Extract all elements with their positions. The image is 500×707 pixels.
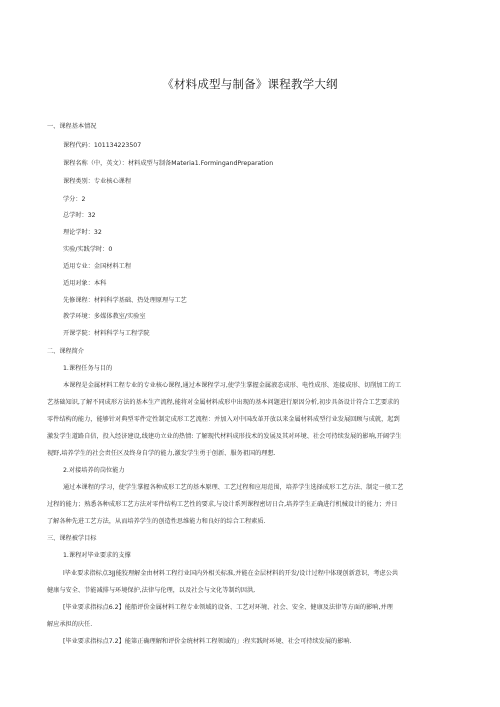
field-teaching-environment: 教学环境：多媒体教室/实验室 <box>63 313 146 320</box>
field-lab-hours: 实验/实践学时：0 <box>63 246 113 253</box>
section-heading-course-goals: 三、课程被学目标 <box>47 535 97 542</box>
field-target-audience: 适用对象：本科 <box>63 280 107 287</box>
field-total-hours: 总学时：32 <box>63 212 96 219</box>
field-college: 开课学院：材料科学与工程学院 <box>63 330 150 337</box>
subheading-graduation-support: 1.课程对毕业要求的支撑 <box>63 552 131 559</box>
paragraph-line: 本课程是金属材料工程专业的专业核心课程,通过本课程学习,使学生掌握金属液态成形、电性成形、连接成形、切削加工的工 <box>63 382 402 389</box>
paragraph-line: 艺基础知识,了解不同成形方法的基本生产流程,能将对金属材料成形中出现的基本问题进行原因分析,初步具备设计符合工艺要求的 <box>47 399 400 406</box>
paragraph-line: 过程的能力；熟悉各种成形工艺方法对零件结构工艺性的要求,与设计系列课程密切日合,培养学生正确进行机械设计的能力；并日 <box>47 501 398 508</box>
field-course-name: 课程名称（中，英文）：材料成型与制备Materia1.FormingandPreparation <box>63 160 274 167</box>
subheading-job-ability: 2.对接培养的岗位能力 <box>63 467 125 474</box>
paragraph-line: 零件结构的能力，能够针对典型零件定性制定成形工艺流程：并加入对中国改革开放以来金属材料成型行业发展回顾与成就，起到 <box>47 416 400 423</box>
requirement-line: [毕业要求指标点7.2】能第正确理解和评价金统材料工程领域的」:程实践时环境、社会可持续发展的影响. <box>63 638 352 645</box>
document-title: 《材料成型与制备》课程教学大纲 <box>162 77 338 91</box>
requirement-line: 解应承担的庆任. <box>47 621 93 628</box>
field-course-category: 课程类别：专业核心课程 <box>63 178 132 185</box>
field-applicable-major: 适用专业：金国材料工程 <box>63 263 132 270</box>
field-theory-hours: 理论学时：32 <box>63 229 102 236</box>
paragraph-line: 通过本课程的学习，使学生掌握各种成形工艺的基本原理、工艺过程和应用范围，培养学生选择成形工艺方法、制定一般工艺 <box>63 484 404 491</box>
section-heading-basic-info: 一、课程基本情况 <box>47 123 97 130</box>
paragraph-line: 激发学生道路自信，投入经济建设,线建功立业的热情: 了解现代材料成形技术的发展及其对环境、社会可持续发展的影响,开阔学生 <box>47 433 402 440</box>
requirement-line: [毕业要求指标点6.2】能船评价金属材料工程专业领域的设备、工艺对环境、社会、安全、健康及法律等方面的影响,并理 <box>63 604 393 611</box>
field-prerequisites: 先修课程：材料科学基础、热处理原理与工艺 <box>63 297 187 304</box>
paragraph-line: 视野,培养学生的社会责任区及终身自学的能力,激发学生勇于创新、服务祖国的理想. <box>47 450 276 457</box>
section-heading-course-intro: 二、课程简介 <box>47 348 85 355</box>
paragraph-line: 了解各种先进工艺方法，从而培养学生的创造性思维能力和良好的综合工程素质. <box>47 518 266 525</box>
field-course-code: 课程代码：101134223507 <box>63 142 142 149</box>
field-credits: 学分：2 <box>63 196 86 203</box>
requirement-line: l毕业要求指标点3JJ能狡理解金由材料工程行业国内外相关标准,并能在金层材料的开发/设计过程中体现创新意识，考虑公共 <box>63 570 399 577</box>
requirement-line: 健康与安全、节能减排与环境保护,法律与伦理，以及社会与文化等制约因洪, <box>47 587 256 594</box>
subheading-course-purpose: 1.课程任务与目的 <box>63 365 113 372</box>
